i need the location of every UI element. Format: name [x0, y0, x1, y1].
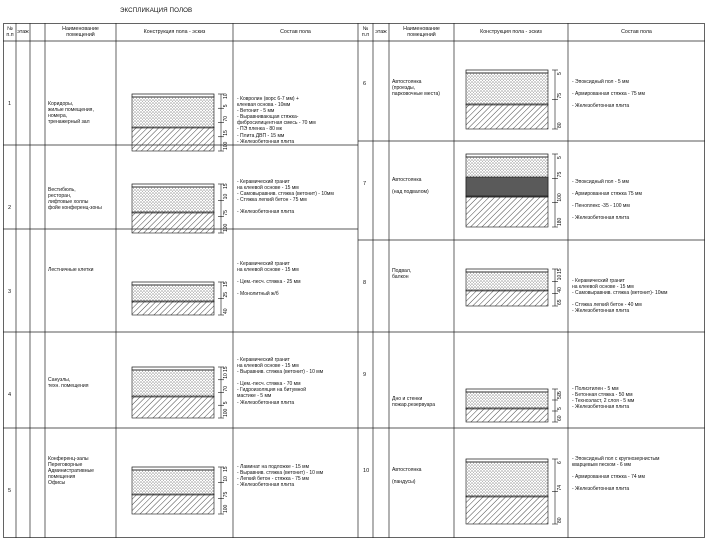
screed-layer — [466, 392, 548, 409]
composition-line: - Выравнивающая стяжка- — [237, 114, 299, 121]
composition-line: фибросилицентная смесь - 70 мм — [237, 120, 316, 127]
composition-line: - Легкий бетон - стяжка - 75 мм — [237, 476, 309, 483]
header-floor: этаж — [17, 29, 29, 35]
room-name-line: помещения — [48, 474, 76, 481]
room-name-line: (над подвалом) — [392, 189, 429, 196]
room-name-line: парковочные места) — [392, 91, 440, 98]
composition-line: - Керамический гранит — [237, 179, 290, 185]
floor-composition — [572, 386, 634, 410]
row-number: 3 — [8, 289, 12, 295]
floor-section-sketch — [131, 366, 239, 422]
concrete-slab — [132, 301, 214, 315]
dimension-label: 10 — [223, 476, 229, 482]
finish-layer — [466, 70, 548, 73]
screed-layer — [132, 97, 214, 128]
dimension-label: 15 — [223, 183, 229, 189]
dimension-label: 40 — [557, 287, 563, 293]
concrete-slab — [132, 396, 214, 418]
composition-line: - Керамический гранит — [572, 278, 625, 284]
floor-section-sketch — [465, 458, 573, 528]
dimension-label: 70 — [223, 385, 229, 392]
dimension-label: 80 — [557, 517, 563, 523]
composition-line: - Бетонная стяжка - 50 мм — [572, 392, 633, 399]
screed-layer — [132, 285, 214, 302]
composition-line: - Техноэласт, 2 слоя - 5 мм — [572, 398, 635, 405]
floor-composition — [237, 96, 316, 145]
room-name-line: Конференц-залы — [48, 456, 89, 462]
composition-line: - Армированная стяжка - 74 мм — [572, 474, 645, 481]
dimension-label: 5 — [557, 407, 563, 410]
dimension-label: 70 — [223, 115, 229, 122]
screed-layer — [132, 470, 214, 495]
room-names — [392, 396, 435, 408]
floor-section-sketch — [131, 93, 239, 155]
dimension-label: 74 — [557, 484, 563, 491]
composition-line: на клеевой основе - 15 мм — [237, 185, 299, 192]
header-num-right: № п.п — [361, 26, 370, 38]
dimension-label: 100 — [223, 223, 229, 232]
row-number: 7 — [363, 181, 367, 187]
composition-line: - Гидроизоляция на битумной — [237, 387, 306, 394]
room-names — [48, 187, 102, 211]
screed-layer — [132, 370, 214, 397]
floor-composition — [572, 179, 642, 221]
floor-composition — [572, 456, 659, 492]
concrete-slab — [466, 104, 548, 129]
floor-composition — [237, 261, 301, 297]
composition-line: - Выравнив. стяжка (ветонит) - 10 мм — [237, 369, 324, 376]
composition-line: - Полиэтилен - 5 мм — [572, 386, 619, 392]
composition-line: - Цем.-песч. стяжка - 70 мм — [237, 381, 301, 388]
composition-line: - Армированная стяжка - 75 мм — [572, 91, 645, 98]
composition-line: - Железобетонная плита — [237, 138, 295, 145]
row-number: 6 — [363, 81, 367, 87]
row-number: 5 — [8, 488, 12, 494]
dimension-label: 75 — [557, 92, 563, 99]
dimension-label: 65 — [557, 299, 563, 305]
room-name-line: тренажерный зал — [48, 119, 90, 126]
row-number: 2 — [8, 205, 12, 211]
composition-line: - Железобетонная плита — [572, 486, 630, 493]
finish-layer — [466, 389, 548, 392]
row-number: 8 — [363, 280, 367, 286]
composition-line: - Железобетонная плита — [572, 308, 630, 315]
finish-layer — [132, 467, 214, 470]
floor-section-sketch — [131, 183, 239, 237]
header-composition-right: Состав пола — [621, 29, 652, 35]
floor-composition — [237, 179, 334, 215]
header-composition: Состав пола — [280, 29, 311, 35]
room-name-line: Автостоянка — [392, 177, 422, 183]
composition-line: клеевая основа - 10мм — [237, 102, 291, 109]
composition-line: - Монолитный ж/б — [237, 291, 279, 298]
dimension-label: 40 — [223, 308, 229, 314]
header-name-right: Наименование помещений — [403, 26, 440, 38]
room-name-line: техн. помещения — [48, 383, 89, 390]
finish-layer — [132, 184, 214, 187]
room-name-line: номера, — [48, 113, 68, 120]
floor-section-sketch — [465, 268, 573, 310]
dimension-label: 15 — [223, 466, 229, 472]
room-name-line: пожар.резервуара — [392, 402, 436, 409]
composition-line: - Железобетонная плита — [237, 209, 295, 216]
finish-layer — [466, 459, 548, 462]
composition-line: - Самовыравнив. стяжка (ветонит) - 10мм — [237, 191, 334, 198]
composition-line: - Цем.-песч. стяжка - 25 мм — [237, 279, 301, 286]
composition-line: кварцевым песком - 6 мм — [572, 462, 631, 469]
room-name-line: Коридоры, — [48, 101, 74, 107]
floor-composition — [237, 357, 323, 406]
room-name-line: Дно и стенки — [392, 396, 423, 402]
dimension-label: 75 — [223, 491, 229, 498]
concrete-slab — [132, 212, 214, 233]
dimension-label: 15 — [223, 130, 229, 136]
room-name-line: Вестибюль, — [48, 187, 76, 193]
finish-layer — [132, 367, 214, 370]
floor-composition — [572, 79, 645, 109]
screed-layer — [466, 272, 548, 291]
floor-explication-table — [3, 23, 705, 538]
dimension-label: 60 — [557, 415, 563, 421]
screed-layer — [466, 73, 548, 105]
dimension-label: 80 — [557, 122, 563, 128]
composition-line: - Ковролин (ворс 6-7 мм) + — [237, 96, 299, 102]
floor-section-sketch — [131, 281, 239, 319]
room-name-line: Переговорные — [48, 462, 83, 469]
composition-line: - Пеноплекс -35 - 100 мм — [572, 203, 630, 210]
header-num: № п.п — [6, 26, 14, 38]
room-names — [48, 456, 94, 486]
composition-line: - Стяжка легкий бетон - 75 мм — [237, 197, 307, 204]
room-name-line: балкон — [392, 274, 409, 281]
finish-layer — [466, 154, 548, 157]
composition-line: - Железобетонная плита — [237, 482, 295, 489]
concrete-slab — [466, 196, 548, 227]
room-names — [48, 101, 94, 125]
composition-line: - Стяжка легкий бетон - 40 мм — [572, 302, 642, 309]
dimension-label: 6 — [557, 461, 563, 464]
composition-line: - Керамический гранит — [237, 261, 290, 267]
dimension-label: 15 — [223, 281, 229, 287]
dimension-label: 100 — [223, 408, 229, 417]
floor-section-sketch — [465, 388, 573, 426]
composition-line: - Ламинат на подложке - 15 мм — [237, 464, 310, 470]
composition-line: - Железобетонная плита — [572, 103, 630, 110]
finish-layer — [132, 282, 214, 285]
dimension-label: 15 — [557, 268, 563, 274]
room-name-line: Офисы — [48, 480, 66, 487]
concrete-slab — [132, 127, 214, 151]
room-names — [392, 79, 440, 97]
room-name-line: Санузлы, — [48, 377, 71, 383]
room-name-line: Автостоянка — [392, 79, 422, 85]
floor-section-sketch — [131, 466, 239, 518]
concrete-slab — [466, 496, 548, 524]
dimension-label: 100 — [557, 193, 563, 202]
room-name-line: Административные — [48, 468, 95, 475]
dimension-label: 100 — [223, 141, 229, 150]
composition-line: на клеевой основе - 15 мм — [572, 284, 634, 291]
dimension-label: 100 — [223, 504, 229, 513]
composition-line: - Железобетонная плита — [572, 215, 630, 222]
dimension-label: 5 — [557, 156, 563, 159]
concrete-slab — [466, 408, 548, 422]
row-number: 1 — [8, 101, 12, 107]
composition-line: - Железобетонная плита — [237, 399, 295, 406]
composition-line: - Эпоксидный пол с крупнозернистым — [572, 456, 660, 462]
insulation-layer — [466, 177, 548, 197]
composition-line: - ПЭ пленка - 80 мк — [237, 126, 282, 133]
header-construction-right: Конструкция пола - эскиз — [480, 29, 542, 35]
room-names — [48, 377, 89, 389]
header-floor-right: этаж — [375, 29, 387, 35]
composition-line: - Самовыравнив. стяжка (ветонит)- 10мм — [572, 290, 668, 297]
dimension-label: 10 — [223, 193, 229, 200]
header-construction: Конструкция пола - эскиз — [143, 29, 206, 35]
row-number: 9 — [363, 372, 367, 378]
screed-layer — [132, 187, 214, 213]
room-name-line: Лестничные клетки — [48, 267, 94, 273]
room-names — [48, 267, 93, 273]
dimension-label: 10 — [223, 373, 229, 379]
sheet-title: ЭКСПЛИКАЦИЯ ПОЛОВ — [120, 7, 193, 14]
floor-section-sketch — [465, 153, 573, 231]
floor-composition — [237, 464, 323, 488]
header-name: Наименование помещений — [62, 26, 99, 38]
dimension-label: 75 — [557, 171, 563, 178]
composition-line: - Эпоксидный пол - 5 мм — [572, 179, 629, 185]
row-number: 10 — [363, 468, 370, 474]
dimension-label: 15 — [223, 366, 229, 372]
room-names — [392, 467, 422, 485]
composition-line: - Плита ДВП - 15 мм — [237, 132, 285, 139]
composition-line: - Железобетонная плита — [572, 404, 630, 411]
room-name-line: Автостоянка — [392, 467, 422, 473]
dimension-label: 5 — [557, 391, 563, 394]
composition-line: мастике - 5 мм — [237, 393, 272, 400]
room-name-line: (проезды, — [392, 85, 416, 92]
floor-section-sketch — [465, 69, 573, 133]
dimension-label: 5 — [557, 72, 563, 75]
room-name-line: лифтовые холлы — [48, 199, 89, 206]
floor-composition — [572, 278, 667, 314]
room-name-line: Подвал, — [392, 268, 412, 274]
room-names — [392, 177, 429, 195]
room-names — [392, 268, 411, 280]
dimension-label: 10 — [223, 93, 229, 99]
dimension-label: 25 — [223, 291, 229, 298]
dimension-label: 75 — [223, 210, 229, 216]
room-name-line: фойе конференц-зоны — [48, 205, 102, 212]
room-name-line: (пандусы) — [392, 479, 416, 486]
screed-layer — [466, 462, 548, 497]
finish-layer — [466, 269, 548, 272]
room-name-line: ресторан, — [48, 193, 72, 200]
dimension-label: 5 — [223, 104, 229, 108]
dimension-label: 50 — [557, 393, 563, 399]
concrete-slab — [132, 494, 214, 514]
composition-line: - Армированная стяжка 75 мм — [572, 191, 642, 198]
composition-line: на клеевой основе - 15 мм — [237, 267, 299, 274]
composition-line: - Выравнив. стяжка (ветонит) - 10 мм — [237, 470, 324, 477]
row-number: 4 — [8, 392, 12, 398]
finish-layer — [132, 94, 214, 97]
dimension-label: 5 — [223, 401, 229, 405]
dimension-label: 10 — [557, 274, 563, 281]
composition-line: - Керамический гранит — [237, 357, 290, 363]
composition-line: на клеевой основе - 15 мм — [237, 363, 299, 370]
dimension-label: 180 — [557, 217, 563, 226]
concrete-slab — [466, 290, 548, 306]
composition-line: - Ветонит - 5 мм — [237, 108, 275, 115]
composition-line: - Эпоксидный пол - 5 мм — [572, 79, 629, 85]
room-name-line: жилые помещения, — [48, 107, 94, 114]
